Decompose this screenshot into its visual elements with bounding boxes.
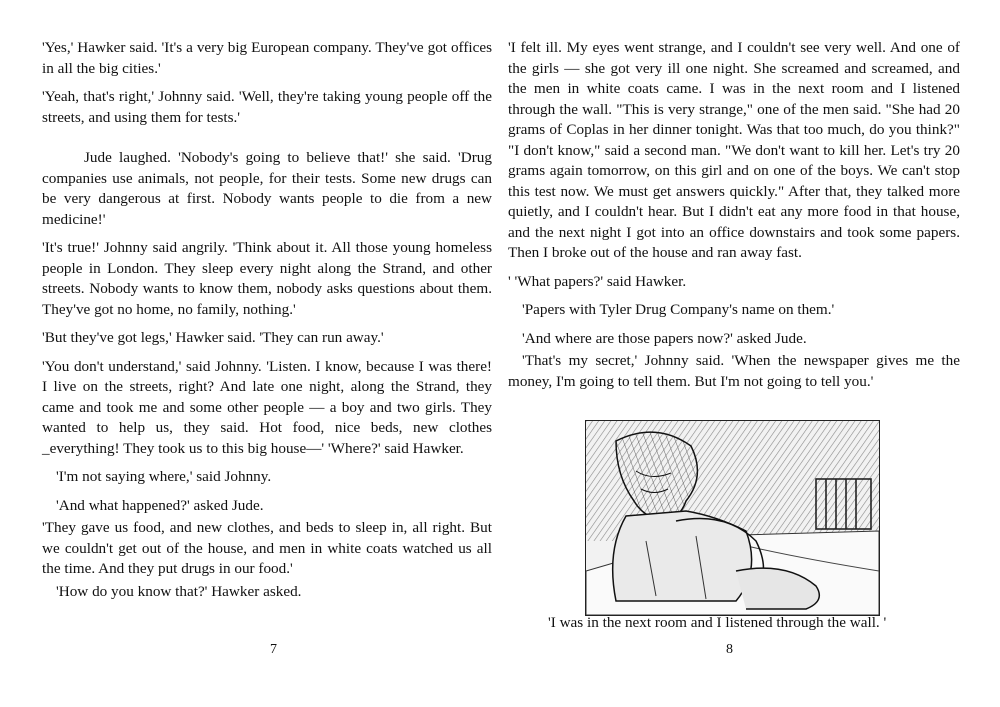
left-paragraph: 'But they've got legs,' Hawker said. 'They can run away.' [42,329,384,346]
left-paragraph: 'How do you know that?' Hawker asked. [56,582,302,600]
right-page [508,38,960,400]
illustration-caption: 'I was in the next room and I listened through the wall. ' [548,614,887,631]
left-paragraph: 'I'm not saying where,' said Johnny. [56,468,272,485]
right-paragraph: ' 'What papers?' said Hawker. [508,272,687,290]
left-paragraph: 'They gave us food, and new clothes, and beds to sleep in, all right. But we couldn't get out of the house, and men in white coats watched us all the time. And they put drugs in our food.' [42,519,492,577]
left-paragraph: 'Yes,' Hawker said. 'It's a very big European company. They've got offices in all the big cities.' [42,39,492,77]
left-paragraph: 'And what happened?' asked Jude. [56,496,264,514]
page-number-left: 7 [270,642,277,657]
right-paragraph: 'I felt ill. My eyes went strange, and I couldn't see very well. And one of the girls — she got very ill one night. She screamed and screamed, and the men in white coats came. I was in the next room and I listened through the wall. "This is very strange," one of the men said. "She had 20 grams of Coplas in her dinner tonight. Was that too much, do you think?" "I don't know," said a second man. "We don't want to kill her. Let's try 20 grams again tomorrow, on this girl and on one of the boys. We can't stop this test now. We must get answers quickly." After that, they talked more quietly, and I couldn't hear. But I didn't eat any more food in that house, and the next night I got into an office downstairs and took some papers. Then I broke out of the house and ran away fast. [508,39,960,261]
left-paragraph: 'It's true!' Johnny said angrily. 'Think about it. All those young homeless people in London. They sleep every night along the Strand, and other streets. Nobody wants to know them, nobody asks questions about them. They've got no home, no family, nothing.' [42,239,492,318]
left-paragraph: Jude laughed. 'Nobody's going to believe that!' she said. 'Drug companies use animals, not people, for their tests. Some new drugs can be very dangerous at first. Nobody wants people to die from a new medicine!' [42,149,492,228]
illustration [585,420,880,616]
left-paragraph: 'You don't understand,' said Johnny. 'Listen. I know, because I was there! I live on the streets, right? And late one night, along the Strand, they came and took me and some other people — a boy and two girls. They wanted to help us, they said. Hot food, nice beds, new clothes _everything! They took us to this big house—' 'Where?' said Hawker. [42,357,492,457]
right-paragraph: 'Papers with Tyler Drug Company's name on them.' [522,301,835,318]
right-paragraph: 'That's my secret,' Johnny said. 'When the newspaper gives me the money, I'm going to tell them. But I'm not going to tell you.' [508,352,960,390]
page-number-right: 8 [726,642,733,657]
right-paragraph: 'And where are those papers now?' asked Jude. [522,329,807,347]
illustration-drawing [586,421,879,615]
left-paragraph: 'Yeah, that's right,' Johnny said. 'Well, they're taking young people off the streets, and using them for tests.' [42,88,492,126]
left-page [42,38,492,610]
